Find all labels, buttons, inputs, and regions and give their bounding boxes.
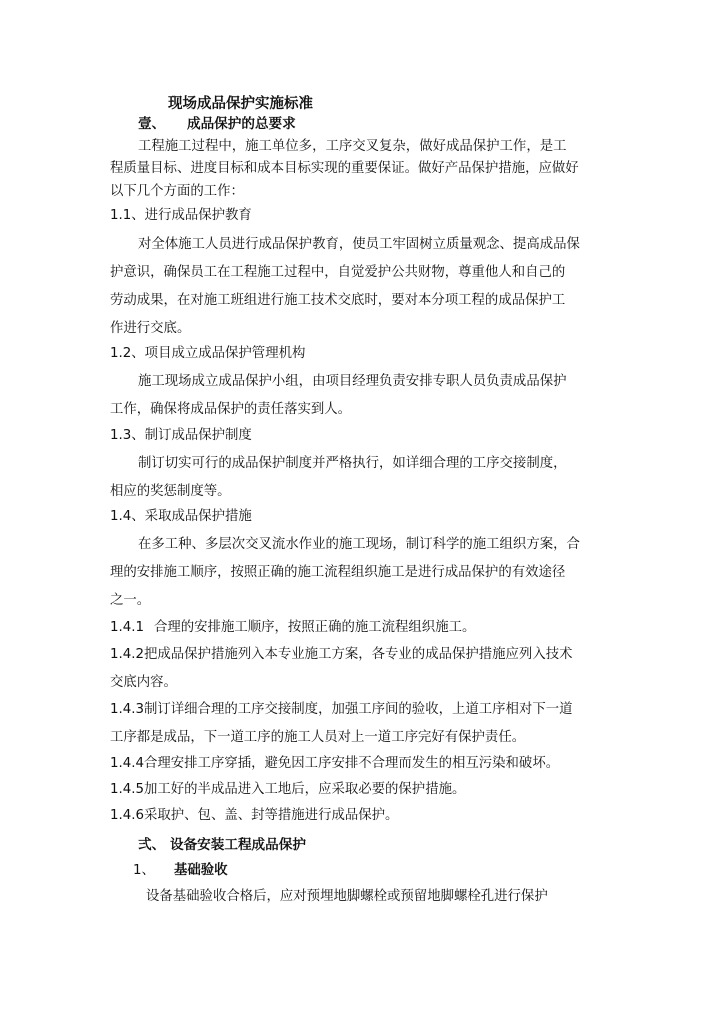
item-1-4-line: 在多工种、多层次交叉流水作业的施工现场，制订科学的施工组织方案，合 [138, 537, 580, 552]
item-1-2-line: 施工现场成立成品保护小组，由项目经理负责安排专职人员负责成品保护 [138, 374, 567, 389]
subitem-1-4-2-number: 1.4.2 [110, 647, 145, 662]
document-title: 现场成品保护实施标准 [168, 96, 313, 112]
item-1-4-line: 理的安排施工顺序，按照正确的施工流程组织施工是进行成品保护的有效途径 [110, 565, 566, 580]
subitem-1-4-4-number: 1.4.4 [110, 756, 145, 771]
subitem-1-4-4-text: 合理安排工序穿插，避免因工序安排不合理而发生的相互污染和破坏。 [144, 756, 560, 771]
item-1-1-line: 劳动成果，在对施工班组进行施工技术交底时，要对本分项工程的成品保护工 [110, 293, 566, 308]
item-1-2-line: 工作，确保将成品保护的责任落实到人。 [110, 402, 352, 417]
subitem-1-4-6-number: 1.4.6 [110, 808, 145, 823]
subitem-1-4-2-continuation: 交底内容。 [110, 675, 177, 690]
item-1-2-heading: 1.2、项目成立成品保护管理机构 [110, 346, 306, 361]
subsection-2-1-heading: 基础验收 [174, 863, 228, 878]
subitem-1-4-3-continuation: 工序都是成品，下一道工序的施工人员对上一道工序完好有保护责任。 [110, 730, 526, 745]
subitem-1-4-3-text: 制订详细合理的工序交接制度，加强工序间的验收，上道工序相对下一道 [144, 702, 573, 717]
section-2-number: 弍、 [138, 837, 166, 853]
item-1-1-line: 作进行交底。 [110, 321, 191, 336]
subitem-1-4-1-number: 1.4.1 [110, 620, 145, 635]
section-1-heading: 成品保护的总要求 [187, 116, 296, 132]
item-1-3-line: 相应的奖惩制度等。 [110, 484, 231, 499]
subitem-1-4-3-number: 1.4.3 [110, 702, 145, 717]
item-1-1-heading: 1.1、进行成品保护教育 [110, 208, 252, 223]
section-1-number: 壹、 [138, 116, 166, 132]
subitem-1-4-5-text: 加工好的半成品进入工地后，应采取必要的保护措施。 [144, 782, 466, 797]
item-1-3-heading: 1.3、制订成品保护制度 [110, 428, 252, 443]
intro-line: 工程施工过程中，施工单位多，工序交叉复杂，做好成品保护工作，是工 [138, 139, 567, 154]
item-1-4-heading: 1.4、采取成品保护措施 [110, 509, 252, 524]
intro-line: 程质量目标、进度目标和成本目标实现的重要保证。做好产品保护措施，应做好 [110, 161, 579, 176]
subitem-1-4-5-number: 1.4.5 [110, 782, 145, 797]
item-1-1-line: 护意识，确保员工在工程施工过程中，自觉爱护公共财物，尊重他人和自己的 [110, 265, 566, 280]
subitem-1-4-6-text: 采取护、包、盖、封等措施进行成品保护。 [144, 808, 399, 823]
subsection-2-1-number: 1、 [133, 863, 155, 878]
subsection-2-1-text: 设备基础验收合格后，应对预埋地脚螺栓或预留地脚螺栓孔进行保护 [146, 889, 548, 904]
section-2-heading: 设备安装工程成品保护 [170, 837, 306, 853]
subitem-1-4-2-text: 把成品保护措施列入本专业施工方案，各专业的成品保护措施应列入技术 [144, 647, 573, 662]
item-1-1-line: 对全体施工人员进行成品保护教育，使员工牢固树立质量观念、提高成品保 [138, 237, 580, 252]
intro-line: 以下几个方面的工作： [110, 184, 244, 199]
subitem-1-4-1-text: 合理的安排施工顺序，按照正确的施工流程组织施工。 [154, 620, 476, 635]
item-1-3-line: 制订切实可行的成品保护制度并严格执行，如详细合理的工序交接制度， [138, 456, 567, 471]
item-1-4-line: 之一。 [110, 593, 151, 608]
